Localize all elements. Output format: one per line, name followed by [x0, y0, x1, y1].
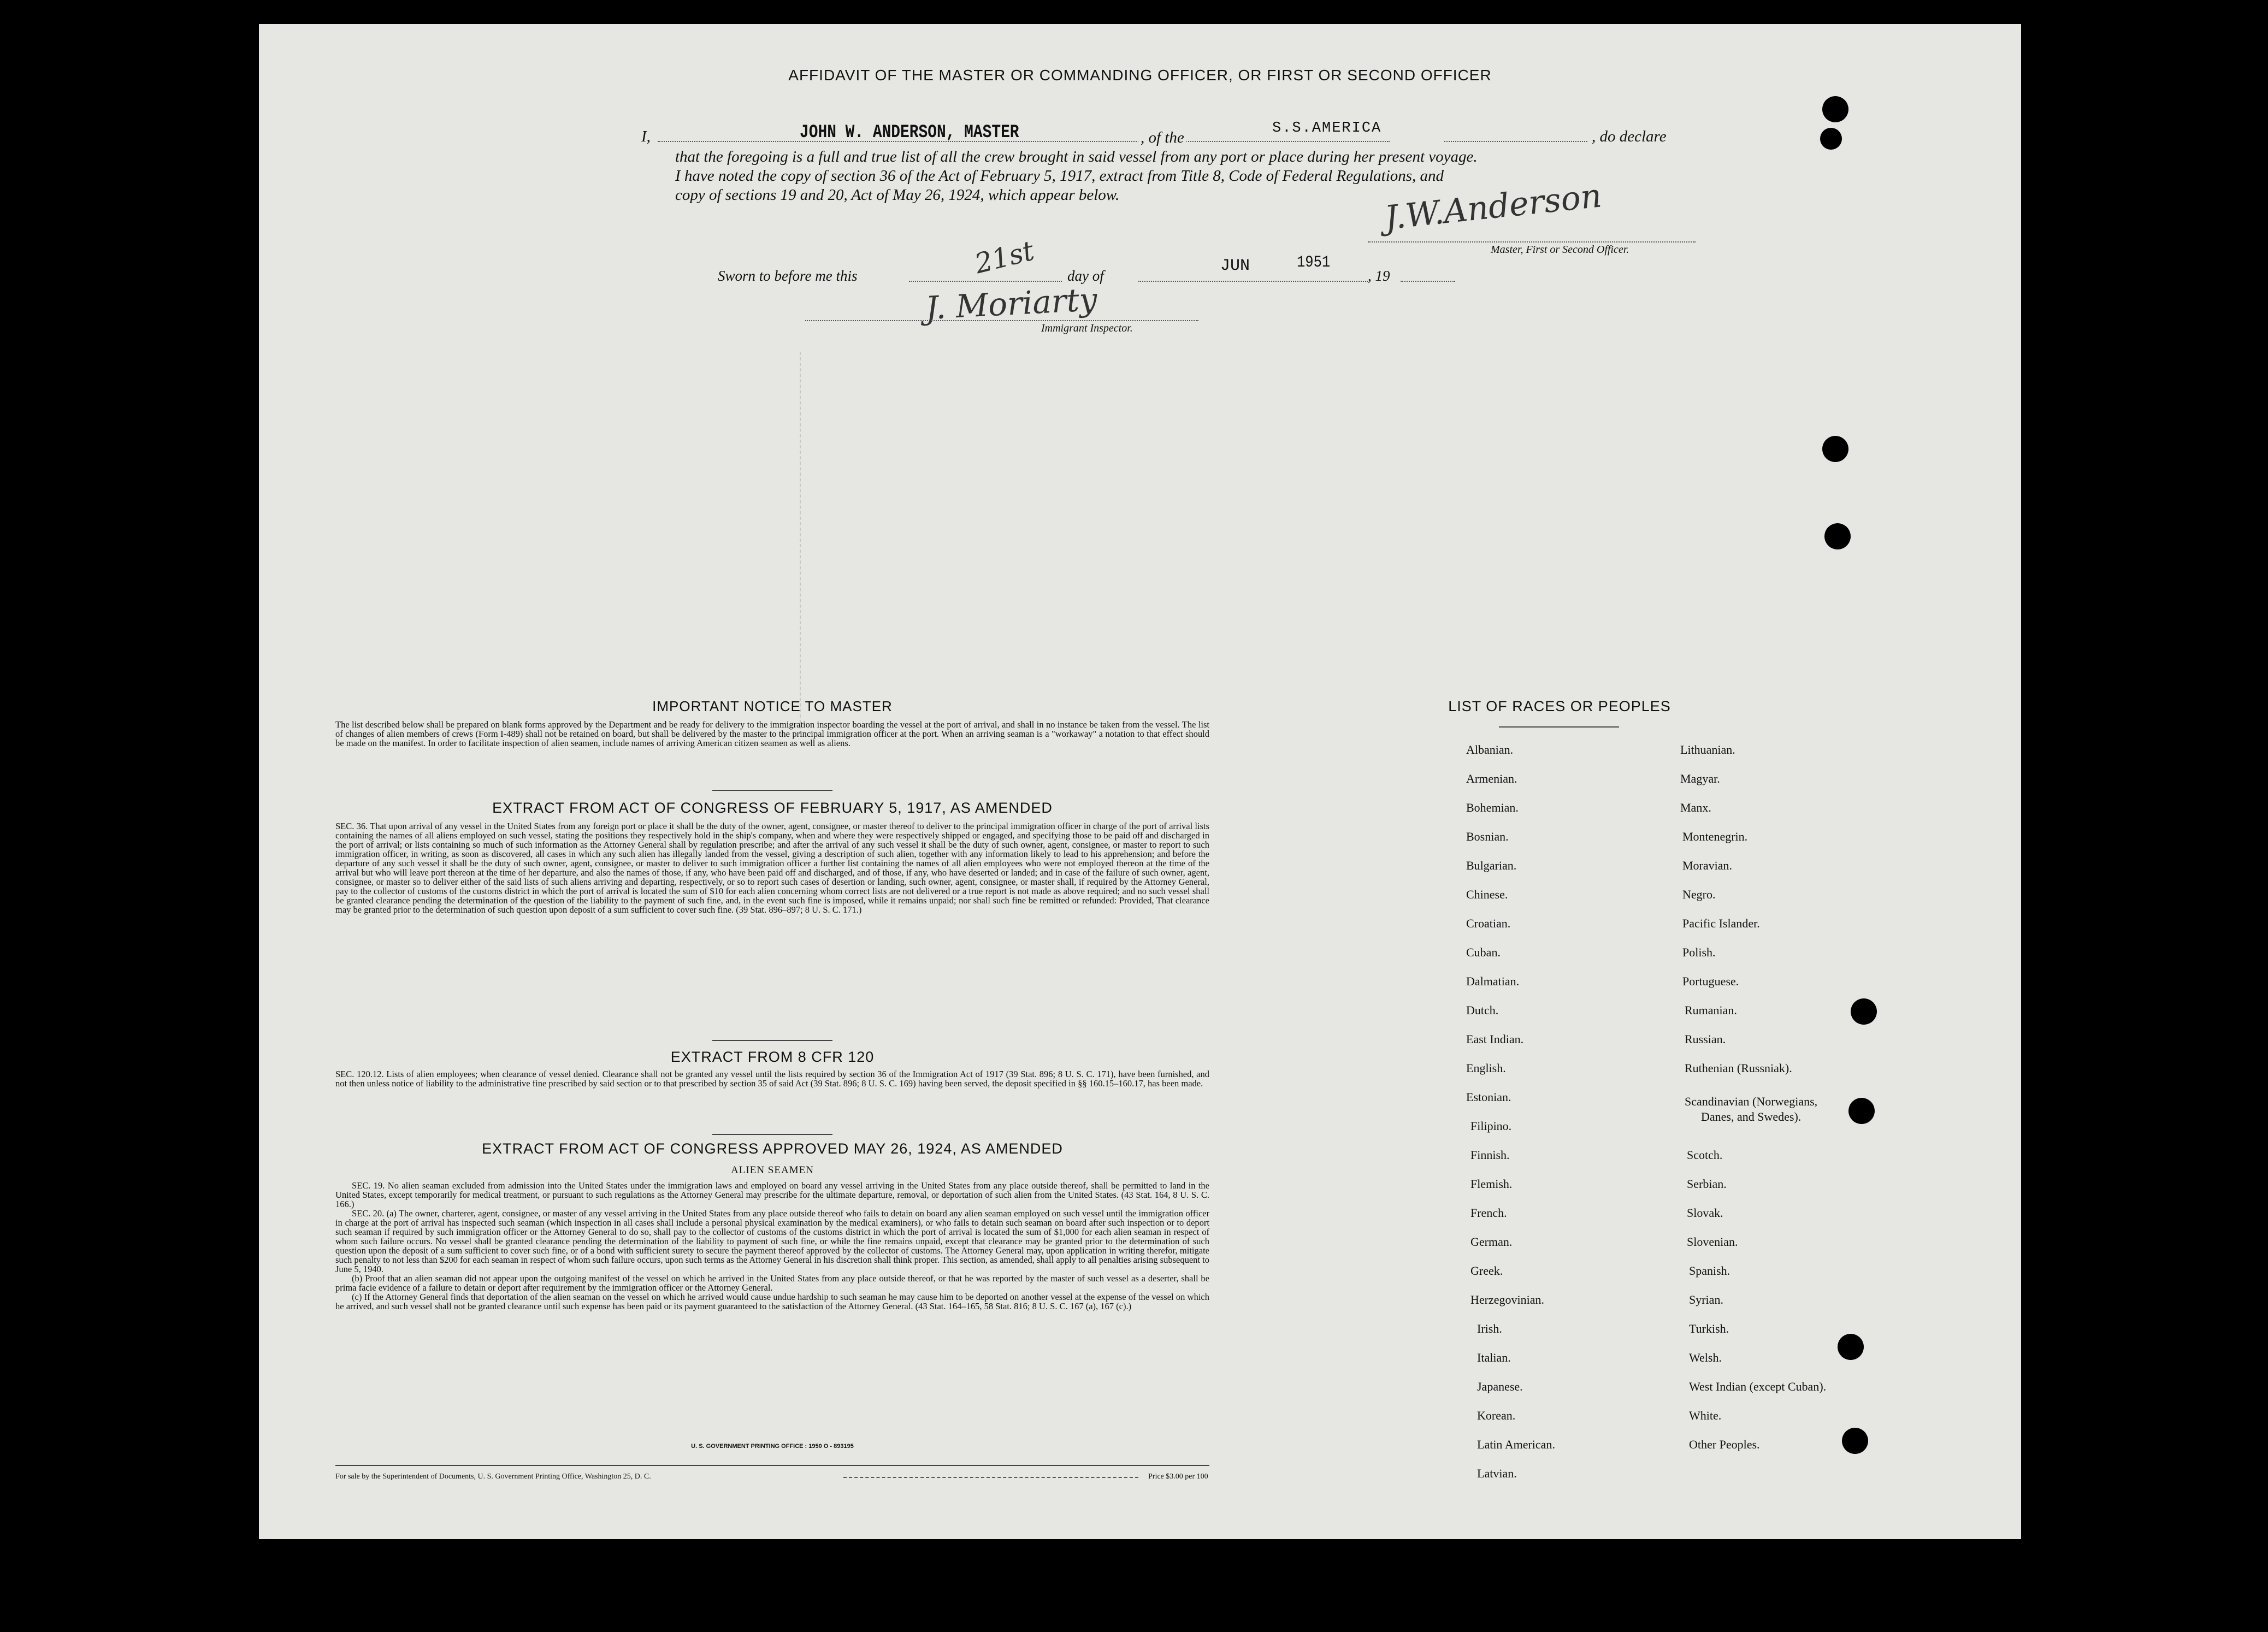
day-dotted-line	[909, 280, 1062, 282]
race-item: Pacific Islander.	[1682, 916, 1760, 930]
race-item: Bulgarian.	[1466, 859, 1517, 872]
sec-20c-text: (c) If the Attorney General finds that deportation of the alien seaman on the vessel on which he arrived would cause undue hardship to such seaman he may cause him to be deported on another vessel at the expense of the vessel on which he arrived, and such vessel shall not be granted clearance until such expense has been paid or its payment guaranteed to the satisfaction of the Attorney General. (43 Stat. 164–165, 58 Stat. 816; 8 U. S. C. 167 (a), 167 (c).)	[335, 1292, 1209, 1311]
month-dotted-line	[1138, 280, 1368, 282]
race-item: Filipino.	[1470, 1119, 1512, 1133]
signature-dotted-line	[1368, 240, 1696, 243]
race-item: Magyar.	[1680, 772, 1720, 785]
sworn-label: Sworn to before me this	[718, 268, 858, 284]
race-item: West Indian (except Cuban).	[1689, 1380, 1827, 1393]
race-item: Danes, and Swedes).	[1701, 1110, 1802, 1124]
race-item: Croatian.	[1466, 916, 1511, 930]
footer-leader	[843, 1477, 1138, 1478]
extract-cfr-body: SEC. 120.12. Lists of alien employees; when clearance of vessel denied. Clearance shall not be granted any vessel until the lists required by section 36 of the Immigration Act of 1917 (39 Stat. 896; 8 U. S. C. 171), have been furnished, and not then unless notice of liability to the administrative fine prescribed by said section or to that prescribed by section 35 of said Act (39 Stat. 896; 8 U. S. C. 169) having been served, the deposit specified in §§ 160.15–160.17, has been made.	[335, 1069, 1209, 1089]
gpo-imprint: U. S. GOVERNMENT PRINTING OFFICE : 1950 O - 893195	[691, 1443, 854, 1450]
race-item: Scandinavian (Norwegians,	[1685, 1095, 1818, 1108]
race-item: Syrian.	[1689, 1293, 1723, 1306]
day-of-label: day of	[1067, 268, 1104, 284]
race-item: Latvian.	[1477, 1467, 1517, 1480]
race-item: English.	[1466, 1061, 1506, 1075]
race-item: Ruthenian (Russniak).	[1685, 1061, 1792, 1075]
extract-1924-body	[335, 1181, 1209, 1311]
extract-1924-title: EXTRACT FROM ACT OF CONGRESS APPROVED MAY 26, 1924, AS AMENDED	[482, 1140, 1063, 1157]
year-dotted-line	[1401, 280, 1455, 282]
section-divider	[712, 1040, 832, 1041]
race-item: Moravian.	[1682, 859, 1733, 872]
race-item: White.	[1689, 1409, 1722, 1422]
race-item: Flemish.	[1470, 1177, 1513, 1191]
inspector-signature: J. Moriarty	[924, 280, 1098, 327]
declaration-dotted-line-2	[1444, 140, 1587, 142]
races-title: LIST OF RACES OR PEOPLES	[1448, 698, 1671, 714]
month-typed: JUN	[1220, 257, 1250, 275]
race-item: Dutch.	[1466, 1003, 1499, 1017]
race-item: Turkish.	[1689, 1322, 1729, 1335]
race-item: Polish.	[1682, 945, 1716, 959]
declaration-line-4: copy of sections 19 and 20, Act of May 26, 1924, which appear below.	[675, 186, 1120, 204]
day-handwritten: 21st	[971, 234, 1037, 280]
race-item: Spanish.	[1689, 1264, 1730, 1278]
nineteen-label: , 19	[1368, 268, 1390, 284]
race-item: Rumanian.	[1685, 1003, 1737, 1017]
race-item: Greek.	[1470, 1264, 1503, 1278]
race-item: Portuguese.	[1682, 974, 1739, 988]
race-item: Other Peoples.	[1689, 1438, 1760, 1451]
race-item: Slovenian.	[1687, 1235, 1738, 1249]
race-item: Bohemian.	[1466, 801, 1519, 814]
punch-hole	[1851, 998, 1877, 1025]
extract-1917-body: SEC. 36. That upon arrival of any vessel in the United States from any foreign port or place it shall be the duty of the owner, agent, consignee, or master thereof to deliver to the principal immigration officer in charge of the port of arrival lists containing the names of all aliens employed on such vessel, stating the positions they respectively hold in the ship's company, when and where they were respectively shipped or engaged, and specifying those to be paid off and discharged in the port of arrival; or lists containing so much of such information as the Attorney General shall by regulation prescribe; and after the arrival of any such vessel it shall be the duty of such owner, agent, consignee, or master to report to such immigration officer, in writing, as soon as discovered, all cases in which any such alien has illegally landed from the vessel, giving a description of such alien, together with any information likely to lead to his apprehension; and before the departure of any such vessel it shall be the duty of such owner, agent, consignee, or master to deliver to such immigration officer a further list containing the names of all alien employees who were not employed thereon at the time of the arrival but who will leave port thereon at the time of her departure, and also the names of those, if any, who have been paid off and discharged, and of those, if any, who have deserted or landed; and in case of the failure of such owner, agent, consignee, or master so to deliver either of the said lists of such aliens arriving and departing, respectively, or so to report such cases of desertion or landing, such owner, agent, consignee, or master shall, if required by the Attorney General, pay to the collector of customs of the customs district in which the port of arrival is located the sum of $10 for each alien concerning whom correct lists are not delivered or a true report is not made as above required; and no such vessel shall be granted clearance pending the determination of the question of the liability to the payment of such fine, and, in the event such fine is imposed, while it remains unpaid; nor shall such fine be remitted or refunded: Provided, That clearance may be granted prior to the determination of such question upon deposit of a sum sufficient to cover such fine. (39 Stat. 896–897; 8 U. S. C. 171.)	[335, 821, 1209, 915]
punch-hole	[1822, 436, 1848, 462]
race-item: Bosnian.	[1466, 830, 1509, 843]
punch-hole	[1842, 1428, 1868, 1454]
punch-hole	[1838, 1334, 1864, 1360]
race-item: Japanese.	[1477, 1380, 1523, 1393]
race-item: Herzegovinian.	[1470, 1293, 1544, 1306]
declaration-dotted-line	[658, 140, 1390, 142]
master-caption: Master, First or Second Officer.	[1491, 244, 1629, 256]
master-signature: J.W.Anderson	[1383, 176, 1604, 238]
faint-margin-marks	[800, 352, 806, 734]
punch-hole	[1822, 96, 1848, 122]
page-title: AFFIDAVIT OF THE MASTER OR COMMANDING OFFICER, OR FIRST OR SECOND OFFICER	[788, 67, 1492, 84]
alien-seamen-subtitle: ALIEN SEAMEN	[731, 1164, 814, 1176]
race-item: Lithuanian.	[1680, 743, 1735, 756]
section-divider	[712, 790, 832, 791]
year-typed: 1951	[1297, 253, 1331, 272]
race-item: German.	[1470, 1235, 1513, 1249]
master-name: JOHN W. ANDERSON, MASTER	[800, 122, 1019, 143]
footer-price: Price $3.00 per 100	[1148, 1473, 1208, 1481]
race-item: Chinese.	[1466, 888, 1508, 901]
declaration-line-3: I have noted the copy of section 36 of the Act of February 5, 1917, extract from Title 8, Code of Federal Regulations, and	[675, 167, 1444, 185]
race-item: Montenegrin.	[1682, 830, 1748, 843]
race-item: East Indian.	[1466, 1032, 1524, 1046]
sec-20a-text: SEC. 20. (a) The owner, charterer, agent, consignee, or master of any vessel arriving in the United States from any place outside thereof who fails to detain on board any alien seaman employed on such vessel until the immigration officer in charge at the port of arrival has inspected such seaman (which inspection in all cases shall include a personal physical examination by the medical examiners), or who fails to detain such seaman on board after such inspection or to deport such seaman if required by such immigration officer or the Attorney General to do so, shall pay to the collector of customs of the customs district in which the port of arrival is located the sum of $1,000 for each alien seaman in respect of whom such failure occurs. No vessel shall be granted clearance pending the determination of the liability to payment of such fine, or while the fine remains unpaid, except that clearance may be granted prior to the determination of such question upon the deposit of a sum sufficient to cover such fine, or of a bond with sufficient surety to secure the payment thereof approved by the collector of customs. The Attorney General may, upon application in writing therefor, mitigate such penalty to not less than $200 for each seaman in respect of whom such failure occurs, upon such terms as the Attorney General in his discretion shall think proper. This section, as amended, shall apply to all penalties arising subsequent to June 5, 1940.	[335, 1208, 1209, 1274]
race-item: Irish.	[1477, 1322, 1502, 1335]
race-item: Estonian.	[1466, 1090, 1511, 1104]
race-item: Armenian.	[1466, 772, 1517, 785]
race-item: Scotch.	[1687, 1148, 1723, 1162]
inspector-dotted-line	[805, 319, 1198, 321]
document-page	[259, 24, 2021, 1539]
race-item: Italian.	[1477, 1351, 1511, 1364]
race-item: Slovak.	[1687, 1206, 1723, 1220]
of-the-label: , of the	[1138, 129, 1186, 147]
notice-body: The list described below shall be prepared on blank forms approved by the Department and be ready for delivery to the immigration inspector boarding the vessel at the port of arrival, and shall in no instance be taken from the vessel. The list of changes of alien members of crews (Form I-489) shall not be retained on board, but shall be delivered by the master to the principal immigration officer at the port. When an arriving seaman is a "workaway" a notation to that effect should be made on the manifest. In order to facilitate inspection of alien seamen, include names of arriving American citizen seamen as well as aliens.	[335, 719, 1209, 748]
race-item: Cuban.	[1466, 945, 1501, 959]
race-item: Manx.	[1680, 801, 1711, 814]
sec-19-text: SEC. 19. No alien seaman excluded from admission into the United States under the immigration laws and employed on board any vessel arriving in the United States from any place outside thereof, shall be permitted to land in the United States, except temporarily for medical treatment, or pursuant to such regulations as the Attorney General may prescribe for the ultimate departure, removal, or deportation of such alien from the United States. (43 Stat. 164, 8 U. S. C. 166.)	[335, 1180, 1209, 1209]
footer-rule	[335, 1465, 1209, 1466]
extract-cfr-title: EXTRACT FROM 8 CFR 120	[670, 1049, 875, 1065]
race-item: Korean.	[1477, 1409, 1516, 1422]
race-item: French.	[1470, 1206, 1507, 1220]
race-item: Russian.	[1685, 1032, 1726, 1046]
inspector-caption: Immigrant Inspector.	[1041, 322, 1133, 334]
race-item: Negro.	[1682, 888, 1716, 901]
section-divider	[712, 1134, 832, 1135]
footer-sale-note: For sale by the Superintendent of Documents, U. S. Government Printing Office, Washington 25, D. C.	[335, 1473, 651, 1481]
punch-hole	[1848, 1098, 1875, 1124]
race-item: Finnish.	[1470, 1148, 1510, 1162]
declaration-line-2: that the foregoing is a full and true list of all the crew brought in said vessel from any port or place during her present voyage.	[675, 148, 1478, 165]
punch-hole	[1824, 523, 1851, 549]
punch-hole	[1820, 128, 1842, 150]
do-declare-label: , do declare	[1592, 128, 1667, 145]
extract-1917-title: EXTRACT FROM ACT OF CONGRESS OF FEBRUARY 5, 1917, AS AMENDED	[492, 800, 1053, 816]
race-item: Welsh.	[1689, 1351, 1722, 1364]
race-item: Serbian.	[1687, 1177, 1727, 1191]
race-item: Albanian.	[1466, 743, 1514, 756]
notice-title: IMPORTANT NOTICE TO MASTER	[652, 698, 893, 714]
sec-20b-text: (b) Proof that an alien seaman did not appear upon the outgoing manifest of the vessel on which he arrived in the United States from any place outside thereof, or that he was reported by the master of such vessel as a deserter, shall be prima facie evidence of a failure to detain or deport after requirement by the immigration officer or the Attorney General.	[335, 1273, 1209, 1293]
races-divider	[1499, 726, 1619, 728]
race-item: Latin American.	[1477, 1438, 1555, 1451]
affidavit-i: I,	[641, 128, 651, 145]
vessel-name: S.S.AMERICA	[1272, 120, 1382, 137]
race-item: Dalmatian.	[1466, 974, 1520, 988]
